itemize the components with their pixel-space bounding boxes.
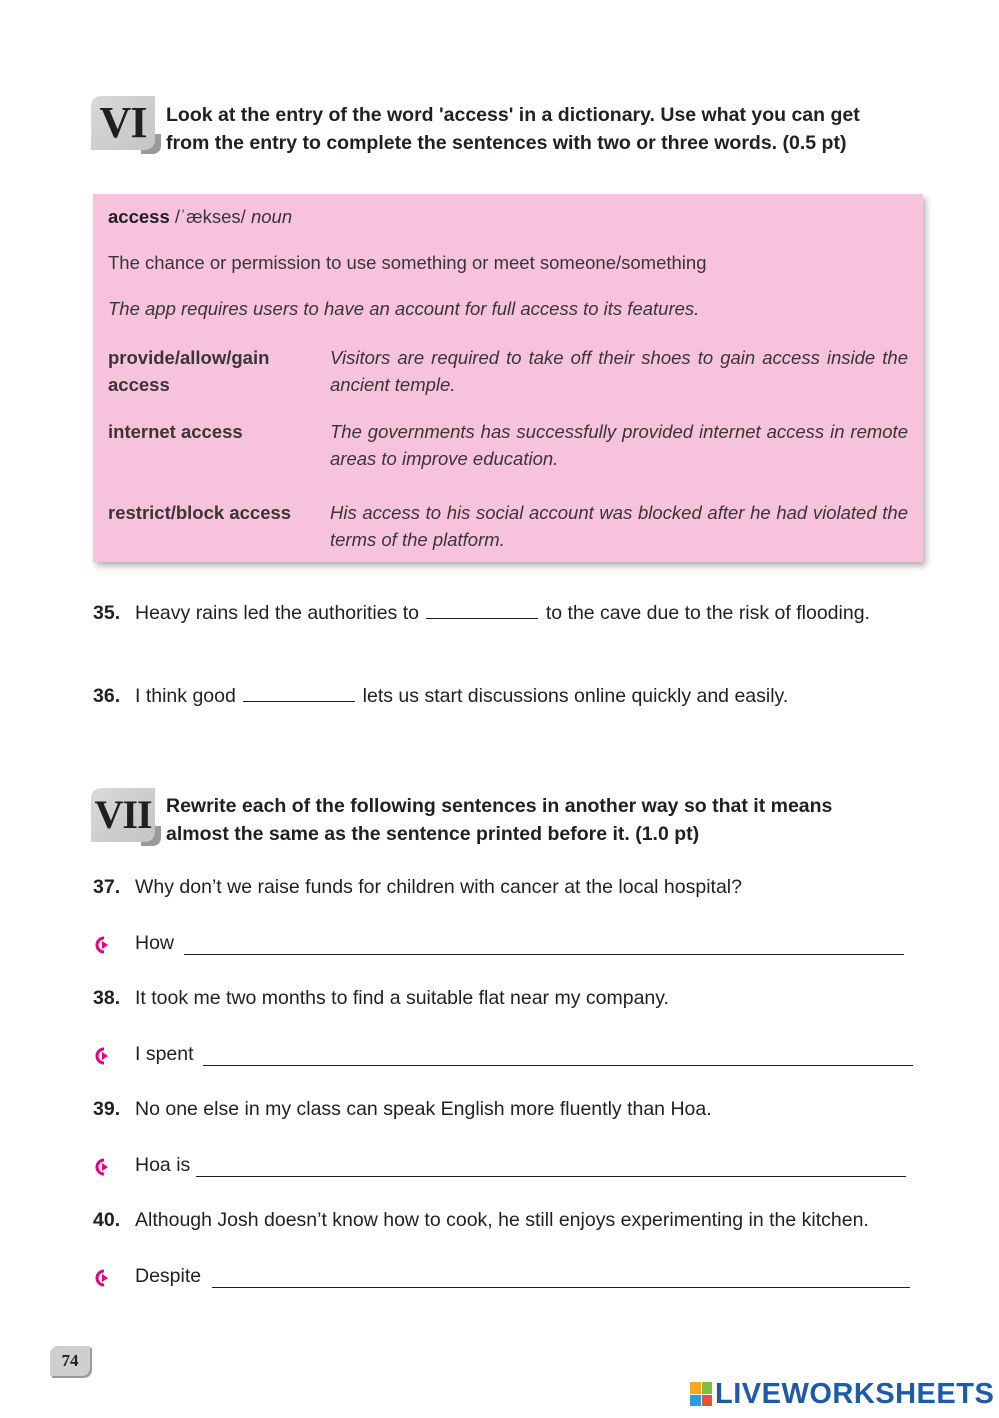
question-36 [93,683,788,708]
dictionary-headword [108,206,292,228]
rewrite-prompt: Despite [135,1265,202,1287]
pronunciation: /ˈækses/ [174,206,246,227]
dictionary-entry-box [93,194,923,562]
question-number: 35. [93,602,121,624]
question-sentence: Why don’t we raise funds for children with cancer at the local hospital? [135,876,742,898]
question-sentence: No one else in my class can speak English more fluently than Hoa. [135,1098,712,1120]
answer-line[interactable] [212,1287,910,1288]
question-35 [93,600,870,625]
logo-text: LIVEWORKSHEETS [715,1377,995,1410]
question-text-after: to the cave due to the risk of flooding. [545,602,870,624]
headword: access [108,206,170,227]
instruction-line-2: almost the same as the sentence printed before it. (1.0 pt) [166,823,700,845]
liveworksheets-logo [690,1377,994,1411]
question-text-after: lets us start discussions online quickly and easily. [362,685,789,707]
collocation-term: provide/allow/gain access [108,347,270,395]
question-text-before: I think good [135,685,236,707]
arrow-icon [93,935,113,955]
logo-mark-icon [690,1382,712,1406]
answer-line[interactable] [203,1065,913,1066]
collocation-term: restrict/block access [108,502,292,523]
section-badge-vi: VI [91,96,155,150]
section-vi-instruction [166,101,936,157]
collocation-term: internet access [108,421,243,442]
question-text-before: Heavy rains led the authorities to [135,602,419,624]
question-37 [93,876,742,899]
question-sentence: It took me two months to find a suitable flat near my company. [135,987,669,1009]
rewrite-prompt: I spent [135,1043,194,1065]
collocation-example: Visitors are required to take off their shoes to gain access inside the ancient temple. [330,347,908,395]
answer-line[interactable] [184,954,904,955]
answer-blank[interactable] [426,600,538,619]
collocation-example: His access to his social account was blocked after he had violated the terms of the platform. [330,502,908,550]
question-number: 38. [93,987,121,1009]
arrow-icon [93,1268,113,1288]
part-of-speech: noun [250,206,293,227]
instruction-line-2: from the entry to complete the sentences with two or three words. (0.5 pt) [166,132,847,154]
question-number: 39. [93,1098,121,1120]
instruction-line-1: Rewrite each of the following sentences in another way so that it means [166,795,833,817]
page-number: 74 [50,1346,90,1376]
question-number: 40. [93,1209,121,1231]
section-badge-vii: VII [91,788,155,842]
answer-blank[interactable] [243,683,355,702]
question-38 [93,987,669,1010]
arrow-icon [93,1157,113,1177]
section-vii-instruction [166,792,936,848]
collocation-example: The governments has successfully provided internet access in remote areas to improve education. [330,421,908,469]
question-39 [93,1098,712,1121]
arrow-icon [93,1046,113,1066]
rewrite-prompt: Hoa is [135,1154,191,1176]
question-number: 36. [93,685,121,707]
definition: The chance or permission to use something or meet someone/something [108,252,707,273]
question-sentence: Although Josh doesn’t know how to cook, he still enjoys experimenting in the kitchen. [135,1209,869,1231]
answer-line[interactable] [196,1176,906,1177]
instruction-line-1: Look at the entry of the word 'access' in a dictionary. Use what you can get [166,104,860,126]
question-number: 37. [93,876,121,898]
rewrite-prompt: How [135,932,175,954]
example-sentence: The app requires users to have an account for full access to its features. [108,298,700,319]
question-40 [93,1209,869,1232]
